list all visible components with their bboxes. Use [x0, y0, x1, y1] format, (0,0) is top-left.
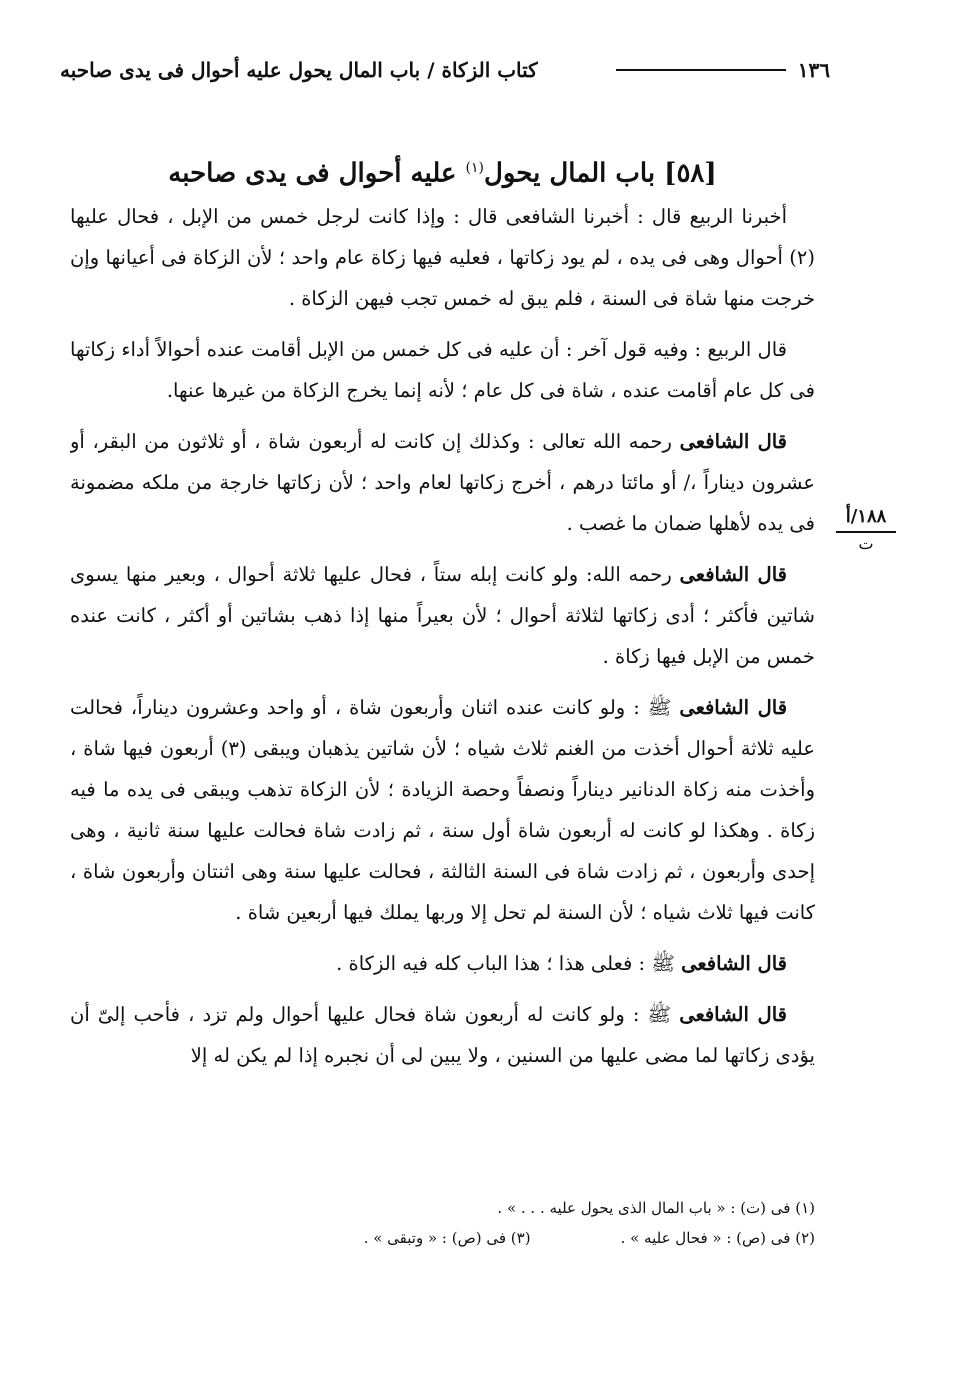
paragraph-6-speaker: قال الشافعى: [681, 952, 787, 975]
margin-manuscript-siglum: ت: [858, 534, 874, 553]
chapter-title: [70, 148, 815, 194]
paragraph-5: [70, 687, 815, 933]
footnotes: [160, 1193, 815, 1253]
paragraph-5-speaker: قال الشافعى: [679, 696, 788, 719]
footnote-1: (١) فى (ت) : « باب المال الذى يحول عليه . . . » .: [497, 1199, 815, 1217]
paragraph-2: [70, 329, 815, 411]
footnote-3: (٣) فى (ص) : « وتبقى » .: [363, 1229, 531, 1247]
footnote-2: (٢) فى (ص) : « فحال عليه » .: [620, 1229, 815, 1247]
running-title-separator: /: [427, 58, 435, 82]
paragraph-4-speaker: قال الشافعى: [679, 563, 787, 586]
page-number: ١٣٦: [797, 58, 830, 82]
paragraph-7: [70, 994, 815, 1076]
running-title: [60, 58, 538, 82]
paragraph-3-speaker: قال الشافعى: [679, 430, 787, 453]
footnote-line-1: [160, 1193, 815, 1223]
running-title-section: باب المال يحول عليه أحوال فى يدى صاحبه: [60, 58, 421, 82]
paragraph-5-text: ﷺ : ولو كانت عنده اثنان وأربعون شاة ، أو واحد وعشرون ديناراً، فحالت عليه ثلاثة أحوال أخذت من الغنم ثلاث شياه ؛ لأن شاتين يذهبان ويبقى (٣) أربعون فيها شاة ، وأخذت منه زكاة الدنانير ديناراً ونصفاً وحصة الزيادة ؛ لأن الزكاة تذهب ويبقى فى يده ما فيه زكاة . وهكذا لو كانت له أربعون شاة أول سنة ، ثم زادت شاة فحالت عليها سنة ثانية ، وهى إحدى وأربعون ، ثم زادت شاة فى السنة الثالثة ، فحالت عليها سنة وهى اثنتان وأربعون شاة ، كانت فيها ثلاث شياه ؛ لأن السنة لم تحل إلا وربها يملك فيها أربعين شاة .: [70, 696, 815, 924]
margin-folio-ref: ١٨٨/أ: [836, 505, 896, 533]
paragraph-6-text: ﷺ : فعلى هذا ؛ هذا الباب كله فيه الزكاة .: [336, 952, 675, 975]
paragraph-2-text: قال الربيع : وفيه قول آخر : أن عليه فى كل خمس من الإبل أقامت عنده أحوالاً أداء زكاتها فى كل عام أقامت عنده ، شاة فى كل عام ؛ لأنه إنما يخرج الزكاة من غيرها عنها.: [70, 338, 815, 402]
chapter-number: [٥٨]: [664, 158, 717, 189]
paragraph-1: [70, 196, 815, 319]
paragraph-4-text: رحمه الله: ولو كانت إبله ستاً ، فحال عليها ثلاثة أحوال ، وبعير منها يسوى شاتين فأكثر ؛ أدى زكاتها لثلاثة أحوال ؛ لأن بعيراً منها إذا ذهب بشاتين أو أكثر ، كانت عنده خمس من الإبل فيها زكاة .: [70, 563, 815, 668]
paragraph-6: [70, 943, 815, 984]
page-number-group: [616, 58, 830, 82]
paragraph-7-text: ﷺ : ولو كانت له أربعون شاة فحال عليها أحوال ولم تزد ، فأحب إلىّ أن يؤدى زكاتها لما مضى عليها من السنين ، ولا يبين لى أن نجبره إذا لم يكن له إلا: [70, 1003, 815, 1067]
chapter-title-part-2: عليه أحوال فى يدى صاحبه: [168, 158, 457, 189]
manuscript-margin-note: [836, 505, 896, 555]
chapter-footnote-ref: (١): [465, 160, 484, 176]
running-header: [60, 50, 830, 90]
footnote-line-2: [160, 1223, 815, 1253]
paragraph-4: [70, 554, 815, 677]
body-text: [70, 196, 815, 1196]
running-title-book: كتاب الزكاة: [441, 58, 538, 82]
paragraph-3: [70, 421, 815, 544]
paragraph-3-text: رحمه الله تعالى : وكذلك إن كانت له أربعون شاة ، أو ثلاثون من البقر، أو عشرون ديناراً ،/ أو مائتا درهم ، أخرج زكاتها لعام واحد ؛ لأن زكاتها خارجة من ملكه مضمونة فى يده لأهلها ضمان ما غصب .: [70, 430, 815, 535]
paragraph-7-speaker: قال الشافعى: [679, 1003, 787, 1026]
header-rule: [616, 69, 786, 71]
paragraph-1-text: أخبرنا الربيع قال : أخبرنا الشافعى قال : وإذا كانت لرجل خمس من الإبل ، فحال عليها (٢) أحوال وهى فى يده ، لم يود زكاتها ، فعليه فيها زكاة عام واحد ؛ لأن الزكاة فى أعيانها وإن خرجت منها شاة فى السنة ، فلم يبق له خمس تجب فيهن الزكاة .: [70, 205, 815, 310]
chapter-title-part-1: باب المال يحول: [483, 158, 656, 189]
